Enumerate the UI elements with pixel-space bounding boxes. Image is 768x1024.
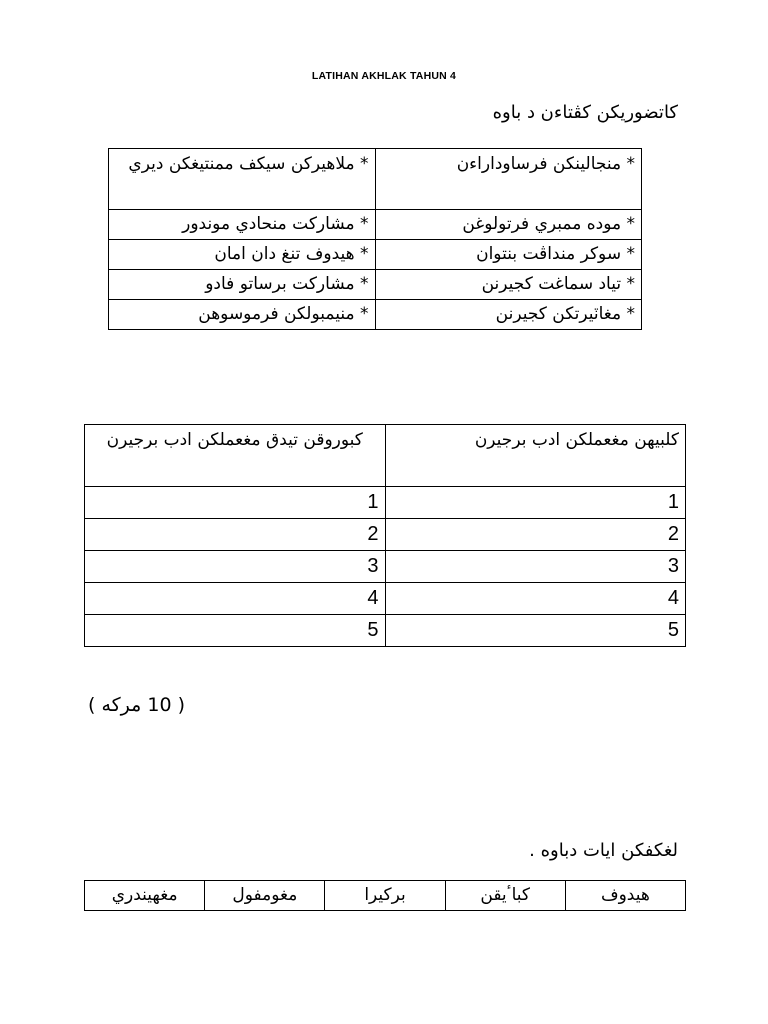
- row-number: 1: [85, 487, 386, 519]
- table-cell: * مشاركت برساتو فادو: [109, 270, 376, 300]
- table-row: [109, 210, 642, 240]
- answer-table: [84, 424, 686, 647]
- word-bank-table: [84, 880, 686, 911]
- word-bank-item: بركيرا: [325, 881, 445, 911]
- table-cell: * مشاركت منحادي موندور: [109, 210, 376, 240]
- column-header-bad-effects: كبوروقن تيدق مغعملكن ادب برجيرن: [85, 425, 386, 487]
- marks-label: ( 10 مركه ): [88, 694, 186, 716]
- row-number: 4: [385, 583, 686, 615]
- table-row: [109, 300, 642, 330]
- row-number: 3: [385, 551, 686, 583]
- table-row: [109, 149, 642, 210]
- table-header-row: [85, 425, 686, 487]
- value-table: [108, 148, 642, 330]
- row-number: 1: [385, 487, 686, 519]
- table-cell: * هيدوف تنغ دان امان: [109, 240, 376, 270]
- row-number: 4: [85, 583, 386, 615]
- row-number: 5: [85, 615, 386, 647]
- table-row: [85, 551, 686, 583]
- word-bank-item: مغهيندري: [85, 881, 205, 911]
- table-row: [85, 615, 686, 647]
- table-cell: * سوكر منداڤت بنتوان: [375, 240, 642, 270]
- table-cell: * مغاٽيرتكن كجيرنن: [375, 300, 642, 330]
- table-row: [85, 487, 686, 519]
- word-bank-item: مغومفول: [205, 881, 325, 911]
- row-number: 2: [85, 519, 386, 551]
- table-row: [85, 583, 686, 615]
- page-title: LATIHAN AKHLAK TAHUN 4: [311, 70, 457, 82]
- table-row: [109, 240, 642, 270]
- section3-instruction: لغكفكن ايات دباوه .: [529, 840, 678, 861]
- table-row: [85, 881, 686, 911]
- table-cell: * منيمبولكن فرموسوهن: [109, 300, 376, 330]
- row-number: 5: [385, 615, 686, 647]
- row-number: 3: [85, 551, 386, 583]
- column-header-good-effects: كلبيهن مغعملكن ادب برجيرن: [385, 425, 686, 487]
- word-bank-item: كباٴيقن: [445, 881, 565, 911]
- table-cell: * منجالينكن فرساوداراءن: [375, 149, 642, 210]
- table-row: [109, 270, 642, 300]
- table-cell: * موده ممبري فرتولوغن: [375, 210, 642, 240]
- table-cell: * ملاهيركن سيكف ممنتيغكن ديري: [109, 149, 376, 210]
- table-row: [85, 519, 686, 551]
- row-number: 2: [385, 519, 686, 551]
- table-cell: * تياد سماغت كجيرنن: [375, 270, 642, 300]
- section1-instruction: كاتضوريكن كڤتاءن د باوه: [492, 102, 678, 123]
- word-bank-item: هيدوف: [565, 881, 685, 911]
